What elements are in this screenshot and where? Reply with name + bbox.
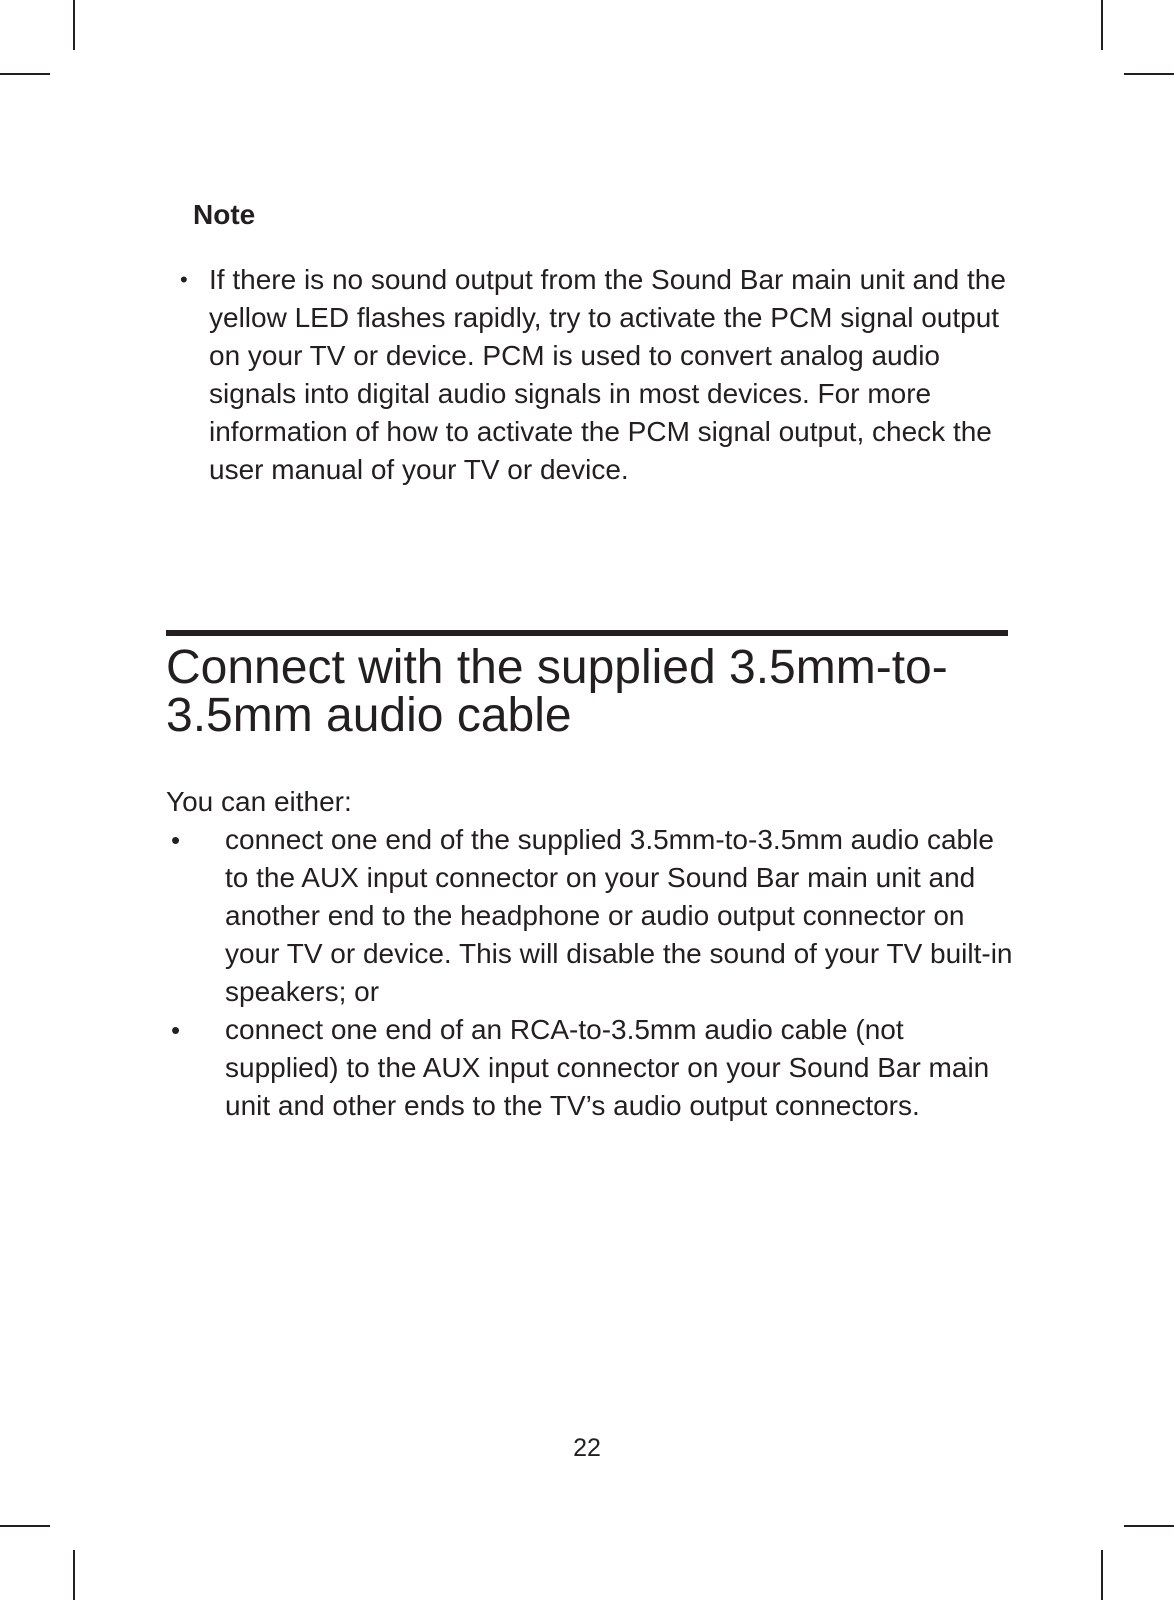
note-title: Note (193, 199, 256, 230)
note-item-text: If there is no sound output from the Sound Bar main unit and the yellow LED flashes rapidly, try to activate the PCM signal output on your TV or device. PCM is used to convert analog audio signals into digital audio signals in most devices. For more information of how to activate the PCM signal output, check the user manual of your TV or device. (209, 264, 1006, 485)
list-item (166, 1011, 1016, 1125)
crop-mark-bottom-left-horizontal (0, 1525, 50, 1527)
bullet-icon: • (180, 267, 188, 292)
crop-mark-top-right-horizontal (1124, 73, 1174, 75)
crop-mark-top-left-horizontal (0, 73, 50, 75)
list-item (166, 821, 1016, 1011)
crop-mark-top-right-vertical (1101, 0, 1103, 50)
bullet-icon: • (171, 1015, 181, 1045)
connection-options-list (166, 821, 1016, 1125)
list-item-text: connect one end of an RCA-to-3.5mm audio cable (not supplied) to the AUX input connector on your Sound Bar main unit and other ends to the TV’s audio output connectors. (225, 1014, 990, 1121)
note-list (176, 261, 1006, 489)
bullet-icon: • (171, 825, 181, 855)
crop-mark-bottom-right-horizontal (1124, 1525, 1174, 1527)
crop-mark-bottom-right-vertical (1101, 1550, 1103, 1600)
list-item-text: connect one end of the supplied 3.5mm-to-3.5mm audio cable to the AUX input connector on your Sound Bar main unit and another end to the headphone or audio output connector on your TV or device. This will disable the sound of your TV built-in speakers; or (225, 824, 1013, 1007)
section-heading: Connect with the supplied 3.5mm-to-3.5mm audio cable (166, 641, 948, 742)
note-item (176, 261, 1006, 489)
section-divider (166, 630, 1008, 636)
section-intro: You can either: (166, 786, 352, 817)
crop-mark-top-left-vertical (73, 0, 75, 50)
crop-mark-bottom-left-vertical (73, 1550, 75, 1600)
page-number: 22 (573, 1434, 601, 1462)
